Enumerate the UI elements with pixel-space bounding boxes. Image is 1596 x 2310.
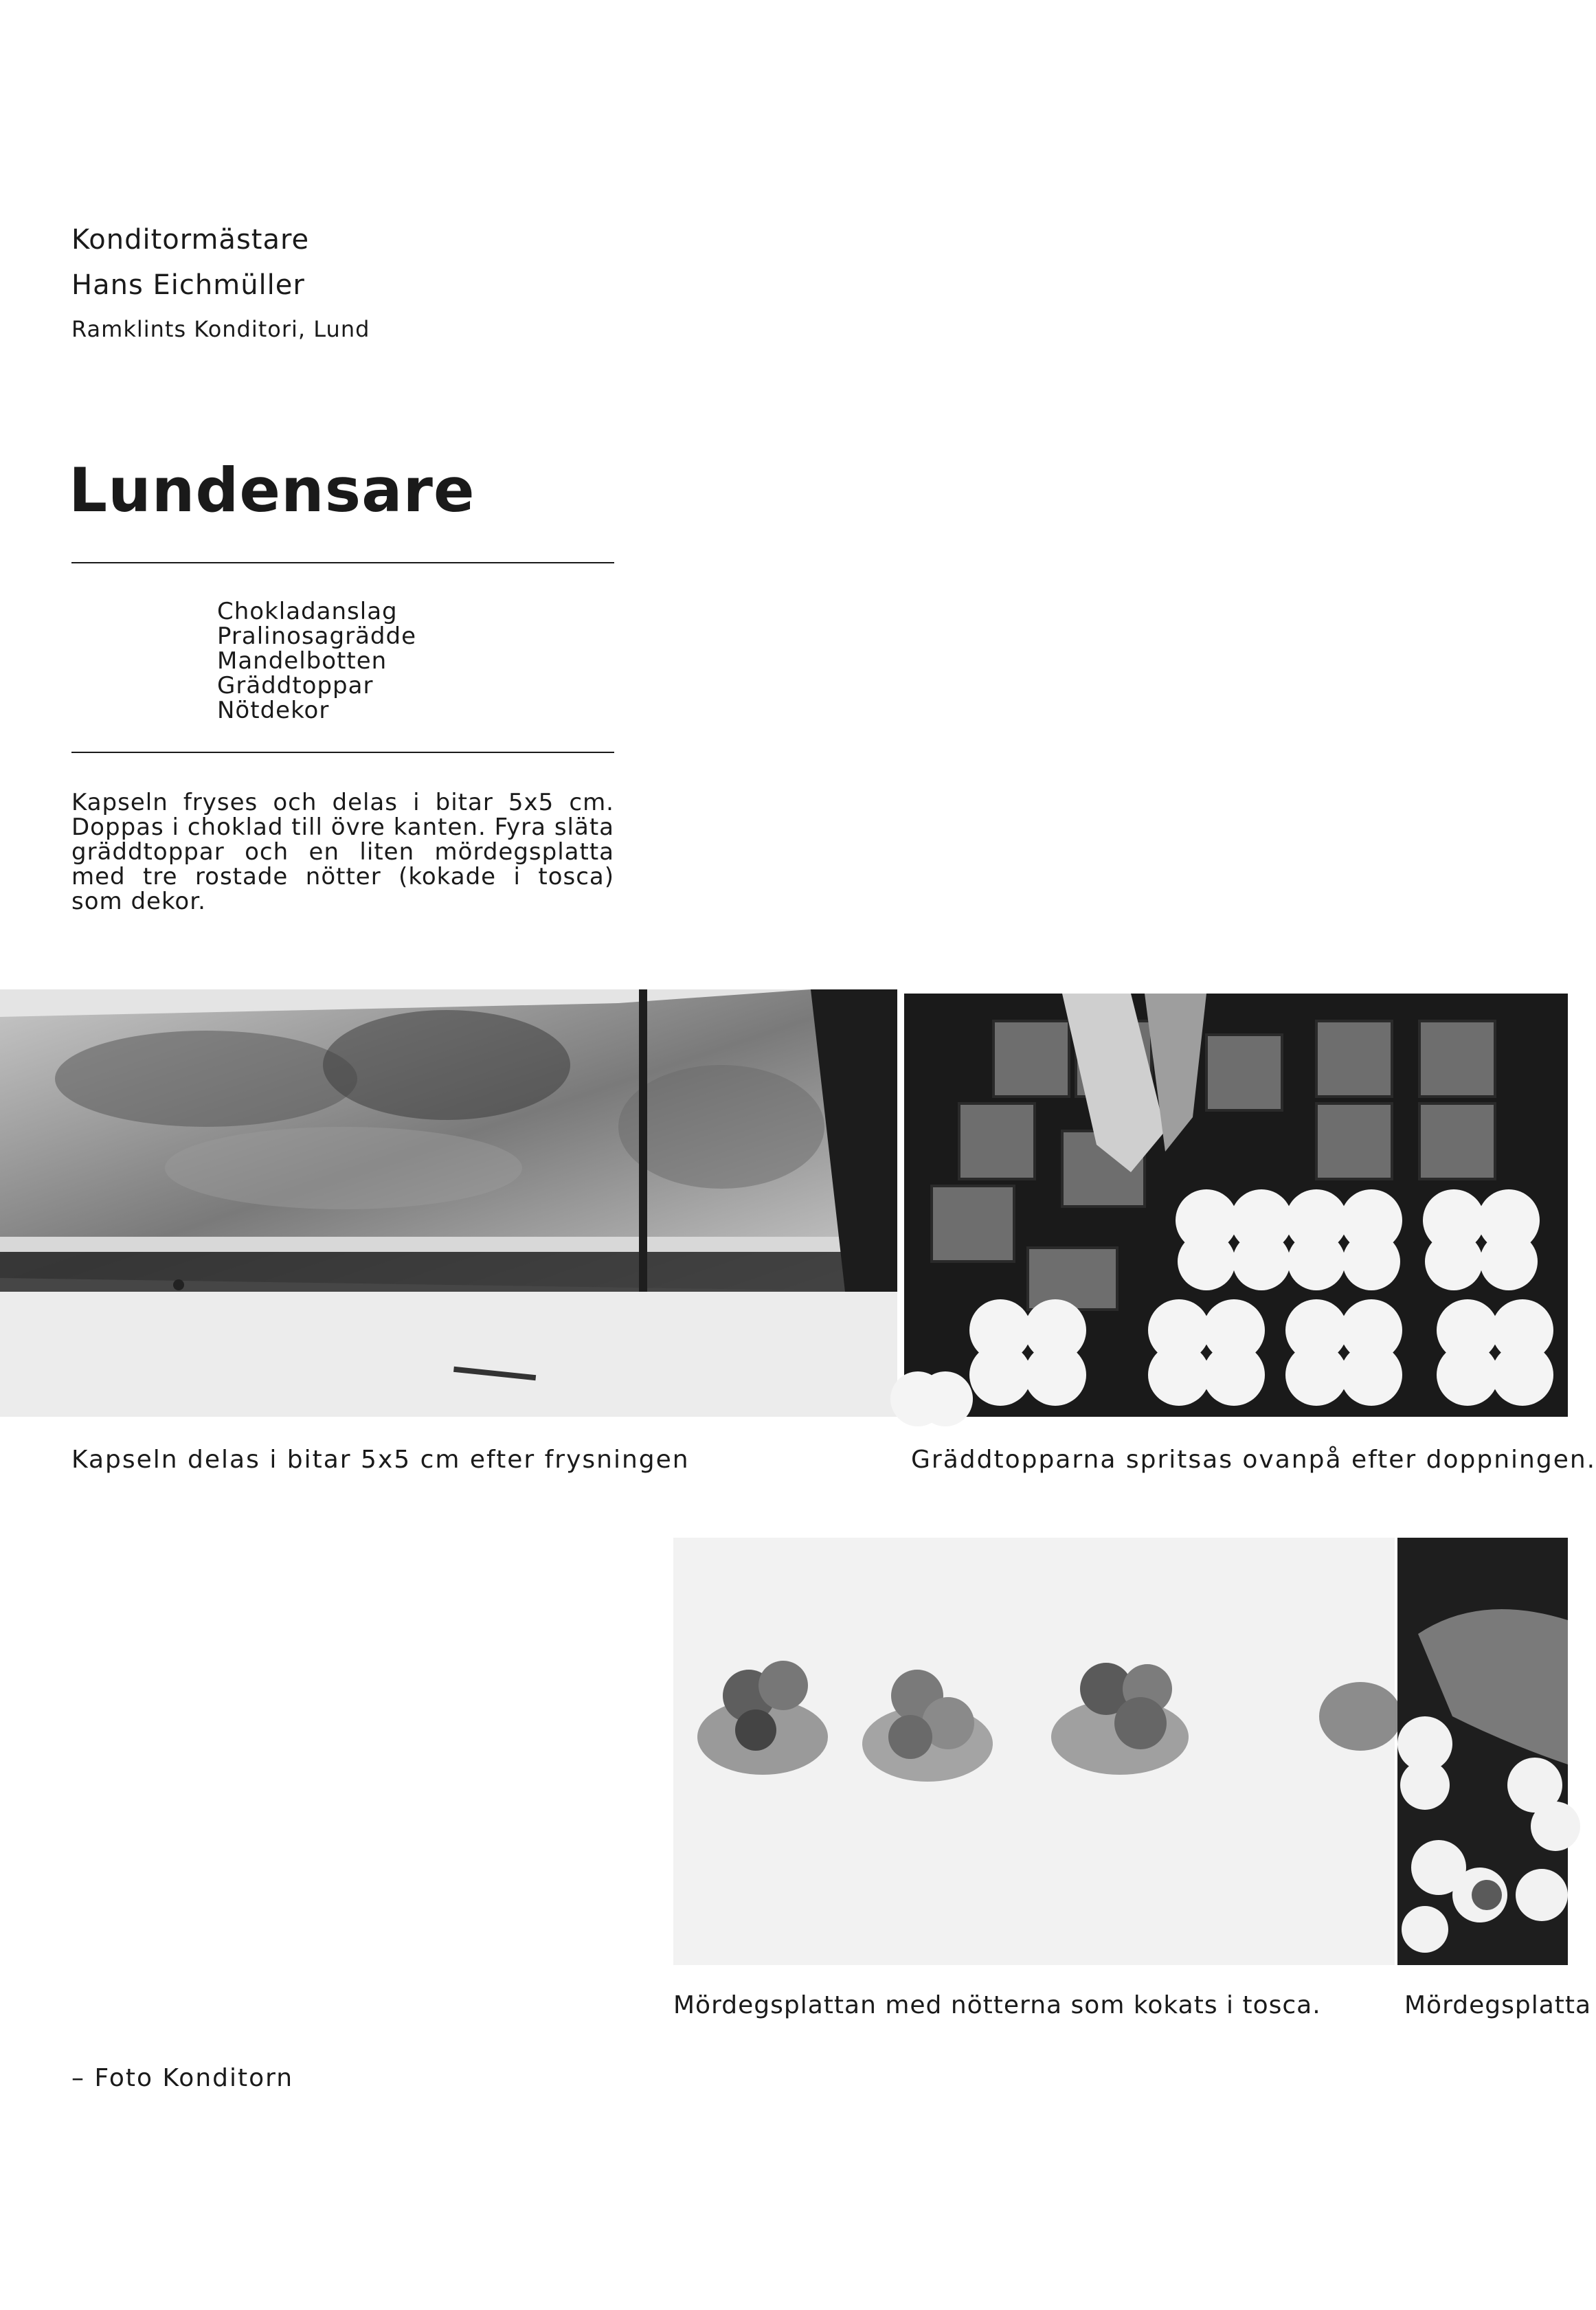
- page-title: Lundensare: [69, 455, 475, 526]
- caption-photo-2: Gräddtopparna spritsas ovanpå efter doppningen.: [911, 1446, 1596, 1474]
- photo-piping-tops: [904, 994, 1568, 1417]
- top-rule: [71, 562, 614, 563]
- photo-cutting-sheet: [0, 989, 897, 1417]
- author-name: Hans Eichmüller: [71, 269, 305, 301]
- components-list: [217, 599, 416, 723]
- photo-shortbread-placement: [1397, 1538, 1568, 1965]
- caption-photo-1: Kapseln delas i bitar 5x5 cm efter frysningen: [71, 1446, 690, 1474]
- photo-shortbread-nuts: [673, 1538, 1395, 1965]
- caption-photo-4: Mördegsplatta: [1404, 1991, 1592, 2019]
- component-item: Pralinosagrädde: [217, 623, 416, 650]
- component-item: Gräddtoppar: [217, 672, 374, 699]
- bottom-rule: [71, 752, 614, 753]
- component-item: Mandelbotten: [217, 647, 387, 675]
- author-role: Konditormästare: [71, 224, 310, 256]
- caption-photo-3: Mördegsplattan med nötterna som kokats i tosca.: [673, 1991, 1321, 2019]
- component-item: Nötdekor: [217, 697, 330, 724]
- component-item: Chokladanslag: [217, 598, 398, 625]
- photo-credit: – Foto Konditorn: [71, 2064, 294, 2092]
- author-shop: Ramklints Konditori, Lund: [71, 316, 370, 342]
- description: Kapseln fryses och delas i bitar 5x5 cm. Doppas i choklad till övre kanten. Fyra släta gräddtoppar och en liten mördegsplatta med tre rostade nötter (kokade i tosca) som dekor.: [71, 789, 614, 915]
